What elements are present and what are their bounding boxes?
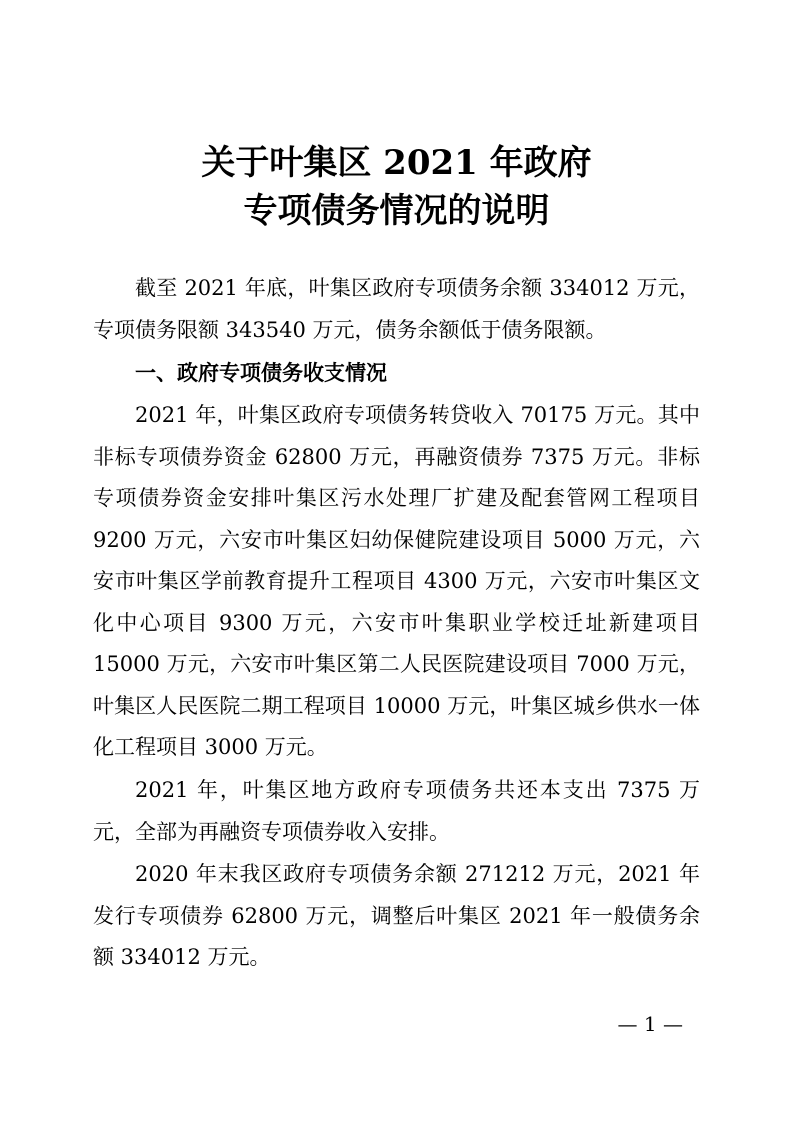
- paragraph-debt-balance: 截至 2021 年底，叶集区政府专项债务余额 334012 万元，专项债务限额 343540 万元，债务余额低于债务限额。: [93, 276, 700, 342]
- document-title-line-1: 关于叶集区 2021 年政府: [201, 143, 592, 183]
- document-title-line-2: 专项债务情况的说明: [243, 191, 550, 231]
- paragraph-transfer-income: 2021 年，叶集区政府专项债务转贷收入 70175 万元。其中非标专项债券资金 62800 万元，再融资债券 7375 万元。非标专项债券资金安排叶集区污水处理厂扩建及配套管网工程项目 9200 万元，六安市叶集区妇幼保健院建设项目 5000 万元，六安市叶集区学前教育提升工程项目 4300 万元，六安市叶集区文化中心项目 9300 万元，六安市叶集职业学校迁址新建项目 15000 万元，六安市叶集区第二人民医院建设项目 7000 万元，叶集区人民医院二期工程项目 10000 万元，叶集区城乡供水一体化工程项目 3000 万元。: [93, 403, 700, 759]
- section-heading-income-expenditure: 一、政府专项债务收支情况: [135, 361, 387, 385]
- paragraph-year-end-balance: 2020 年末我区政府专项债务余额 271212 万元，2021 年发行专项债券 62800 万元，调整后叶集区 2021 年一般债务余额 334012 万元。: [93, 862, 700, 969]
- page-number: — 1 —: [617, 1012, 683, 1036]
- paragraph-principal-repayment: 2021 年，叶集区地方政府专项债务共还本支出 7375 万元，全部为再融资专项债券收入安排。: [93, 778, 700, 844]
